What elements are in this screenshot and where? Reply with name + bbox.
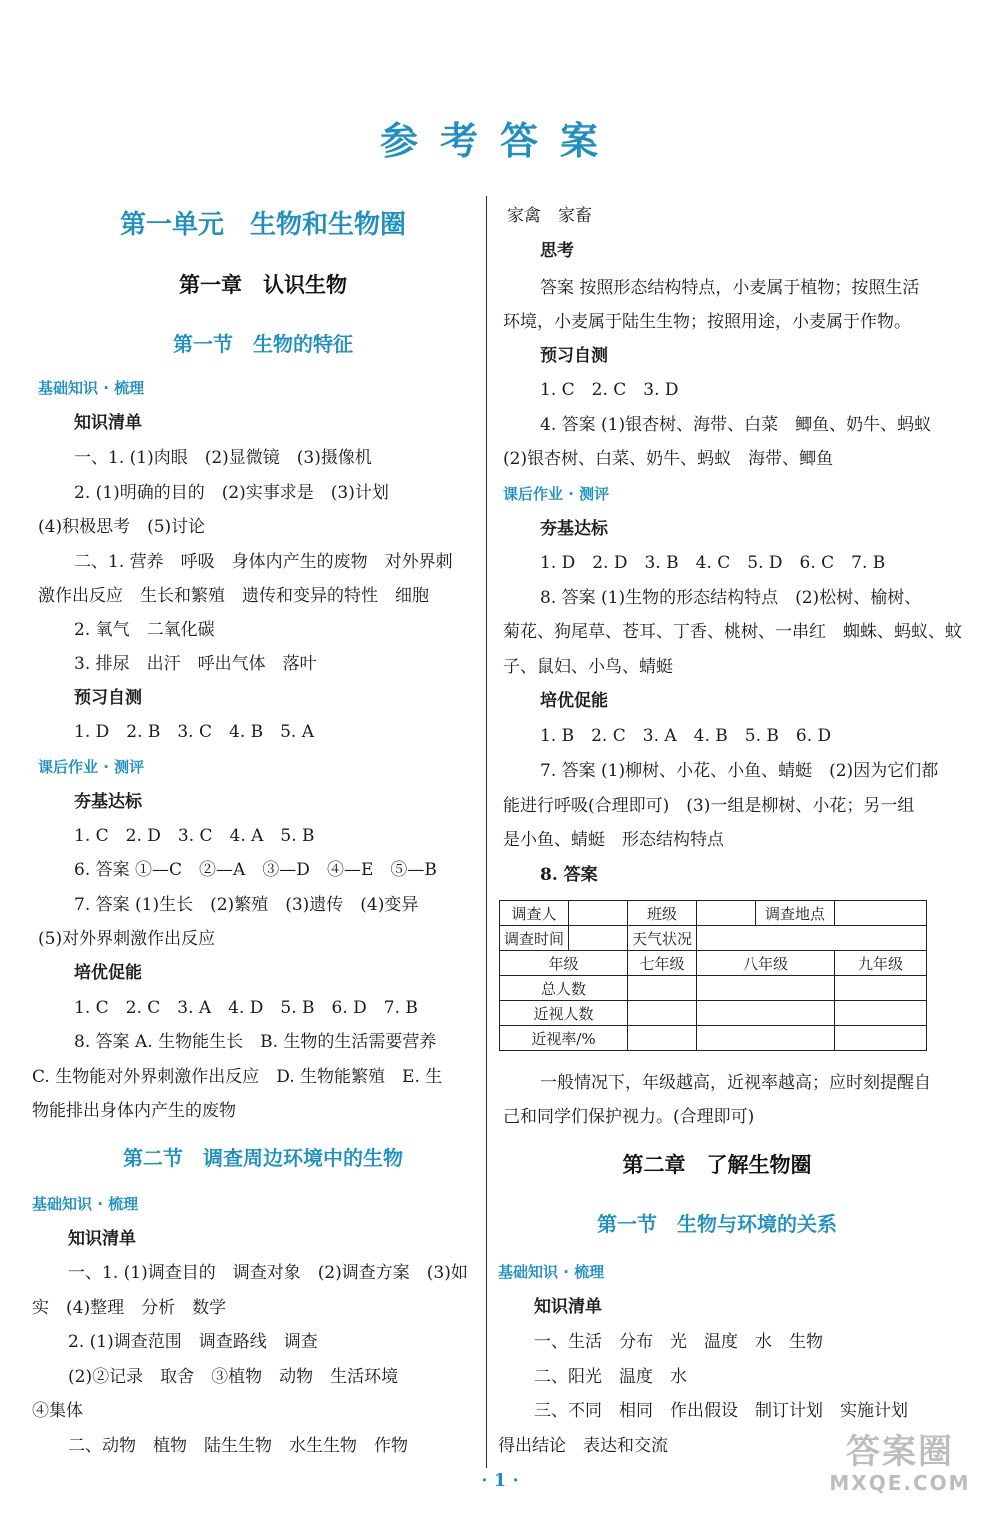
watermark-text: 答案圈 — [846, 1432, 954, 1472]
table-cell — [569, 926, 628, 951]
section-tag: 课后作业 · 测评 — [503, 485, 610, 503]
answer-line: 物能排出身体内产生的废物 — [32, 1101, 236, 1121]
answer-line: 1. C 2. C 3. A 4. D 5. B 6. D 7. B — [74, 998, 418, 1018]
table-cell: 总人数 — [500, 976, 628, 1001]
survey-table — [499, 900, 927, 1051]
answer-line: 菊花、狗尾草、苍耳、丁香、桃树、一串红 蜘蛛、蚂蚁、蚊 — [503, 622, 962, 642]
chapter-title: 第二章 了解生物圈 — [622, 1152, 812, 1177]
watermark-url: MXQE.COM — [829, 1471, 971, 1495]
table-cell: 近视人数 — [500, 1001, 628, 1026]
answer-line: (5)对外界刺激作出反应 — [38, 929, 216, 949]
answer-line: 实 (4)整理 分析 数学 — [32, 1298, 227, 1318]
chapter-title: 第一章 认识生物 — [179, 272, 347, 297]
answer-line: (2)银杏树、白菜、奶牛、蚂蚁 海带、鲫鱼 — [503, 449, 834, 469]
answer-line: 1. D 2. B 3. C 4. B 5. A — [74, 722, 315, 742]
section-title: 第二节 调查周边环境中的生物 — [123, 1146, 403, 1170]
answer-line: 1. B 2. C 3. A 4. B 5. B 6. D — [540, 726, 832, 746]
table-cell — [697, 926, 927, 951]
table-cell — [628, 1026, 697, 1051]
subheading: 知识清单 — [74, 413, 142, 433]
table-cell: 调查时间 — [500, 926, 569, 951]
answer-line: 一、生活 分布 光 温度 水 生物 — [534, 1332, 823, 1352]
answer-line: 二、动物 植物 陆生生物 水生生物 作物 — [68, 1436, 408, 1456]
answer-line: 环境，小麦属于陆生生物；按照用途，小麦属于作物。 — [503, 312, 911, 332]
table-header-cell: 年级 — [500, 951, 628, 976]
table-cell: 调查地点 — [756, 901, 835, 926]
subheading: 知识清单 — [534, 1297, 602, 1317]
subheading: 知识清单 — [68, 1229, 136, 1249]
answer-line: 2. (1)调查范围 调查路线 调查 — [68, 1332, 318, 1352]
section-title: 第一节 生物的特征 — [173, 332, 353, 356]
unit-title: 第一单元 生物和生物圈 — [119, 210, 406, 240]
answer-line: 2. (1)明确的目的 (2)实事求是 (3)计划 — [74, 483, 389, 503]
answer-line: 一般情况下，年级越高，近视率越高；应时刻提醒自 — [540, 1073, 931, 1093]
answer-line: 答案 按照形态结构特点，小麦属于植物；按照生活 — [540, 278, 920, 298]
section-title: 第一节 生物与环境的关系 — [597, 1212, 837, 1236]
section-tag: 课后作业 · 测评 — [38, 758, 145, 776]
answer-line: 子、鼠妇、小鸟、蜻蜓 — [503, 657, 673, 677]
table-row — [500, 1001, 927, 1026]
answer-line: 8. 答案 — [540, 865, 598, 885]
watermark-logo — [810, 1424, 990, 1504]
subheading: 预习自测 — [540, 346, 608, 366]
answer-line: 8. 答案 A. 生物能生长 B. 生物的生活需要营养 — [74, 1032, 437, 1052]
answer-line: 2. 氧气 二氧化碳 — [74, 620, 215, 640]
answer-line: 1. D 2. D 3. B 4. C 5. D 6. C 7. B — [540, 553, 886, 573]
subheading: 培优促能 — [540, 691, 608, 711]
answer-line: 3. 排尿 出汗 呼出气体 落叶 — [74, 654, 317, 674]
section-tag: 基础知识 · 梳理 — [38, 379, 145, 397]
table-row — [500, 926, 927, 951]
subheading: 预习自测 — [74, 688, 142, 708]
table-cell: 近视率/% — [500, 1026, 628, 1051]
page-title: 参考答案 — [379, 118, 620, 163]
answer-line: 己和同学们保护视力。(合理即可) — [503, 1107, 755, 1127]
table-cell — [697, 1026, 835, 1051]
table-cell — [835, 901, 927, 926]
answer-line: 7. 答案 (1)柳树、小花、小鱼、蜻蜓 (2)因为它们都 — [540, 761, 939, 781]
table-cell — [697, 1001, 835, 1026]
answer-line: 4. 答案 (1)银杏树、海带、白菜 鲫鱼、奶牛、蚂蚁 — [540, 415, 932, 435]
answer-line: 7. 答案 (1)生长 (2)繁殖 (3)遗传 (4)变异 — [74, 895, 419, 915]
answer-line: ④集体 — [32, 1401, 83, 1421]
answer-line: 能进行呼吸(合理即可) (3)一组是柳树、小花；另一组 — [503, 796, 915, 816]
answer-line: 8. 答案 (1)生物的形态结构特点 (2)松树、榆树、 — [540, 588, 922, 608]
answer-line: C. 生物能对外界刺激作出反应 D. 生物能繁殖 E. 生 — [32, 1067, 443, 1087]
subheading: 培优促能 — [74, 963, 142, 983]
table-cell — [835, 1026, 927, 1051]
table-cell — [569, 901, 628, 926]
answer-line: 二、阳光 温度 水 — [534, 1367, 687, 1387]
subheading: 夯基达标 — [74, 792, 142, 812]
answer-line: 1. C 2. D 3. C 4. A 5. B — [74, 826, 315, 846]
answer-line: (2)②记录 取舍 ③植物 动物 生活环境 — [68, 1367, 399, 1387]
section-tag: 基础知识 · 梳理 — [32, 1195, 139, 1213]
section-tag: 基础知识 · 梳理 — [498, 1263, 605, 1281]
table-cell — [697, 901, 756, 926]
answer-line: 一、1. (1)肉眼 (2)显微镜 (3)摄像机 — [74, 448, 372, 468]
table-cell: 天气状况 — [628, 926, 697, 951]
table-cell: 班级 — [628, 901, 697, 926]
table-cell — [835, 1001, 927, 1026]
table-header-cell: 八年级 — [697, 951, 835, 976]
table-header-cell: 七年级 — [628, 951, 697, 976]
answer-line: 1. C 2. C 3. D — [540, 380, 679, 400]
answer-line: 二、1. 营养 呼吸 身体内产生的废物 对外界刺 — [74, 552, 453, 572]
table-cell — [835, 976, 927, 1001]
answer-line: 家禽 家畜 — [507, 206, 592, 226]
table-cell — [628, 976, 697, 1001]
subheading: 夯基达标 — [540, 519, 608, 539]
column-divider — [486, 196, 487, 1468]
table-header-cell: 九年级 — [835, 951, 927, 976]
answer-line: 三、不同 相同 作出假设 制订计划 实施计划 — [534, 1401, 908, 1421]
answer-line: 得出结论 表达和交流 — [498, 1436, 668, 1456]
answer-line: 一、1. (1)调查目的 调查对象 (2)调查方案 (3)如 — [68, 1263, 468, 1283]
table-row — [500, 1026, 927, 1051]
answer-line: 6. 答案 ①—C ②—A ③—D ④—E ⑤—B — [74, 860, 437, 880]
answer-line: (4)积极思考 (5)讨论 — [38, 517, 206, 537]
table-row — [500, 901, 927, 926]
answer-line: 是小鱼、蜻蜓 形态结构特点 — [503, 830, 724, 850]
table-header-row — [500, 951, 927, 976]
answer-line: 激作出反应 生长和繁殖 遗传和变异的特性 细胞 — [38, 586, 429, 606]
table-cell — [697, 976, 835, 1001]
table-cell: 调查人 — [500, 901, 569, 926]
subheading: 思考 — [540, 241, 574, 261]
table-row — [500, 976, 927, 1001]
table-cell — [628, 1001, 697, 1026]
page-number: · 1 · — [481, 1470, 519, 1491]
